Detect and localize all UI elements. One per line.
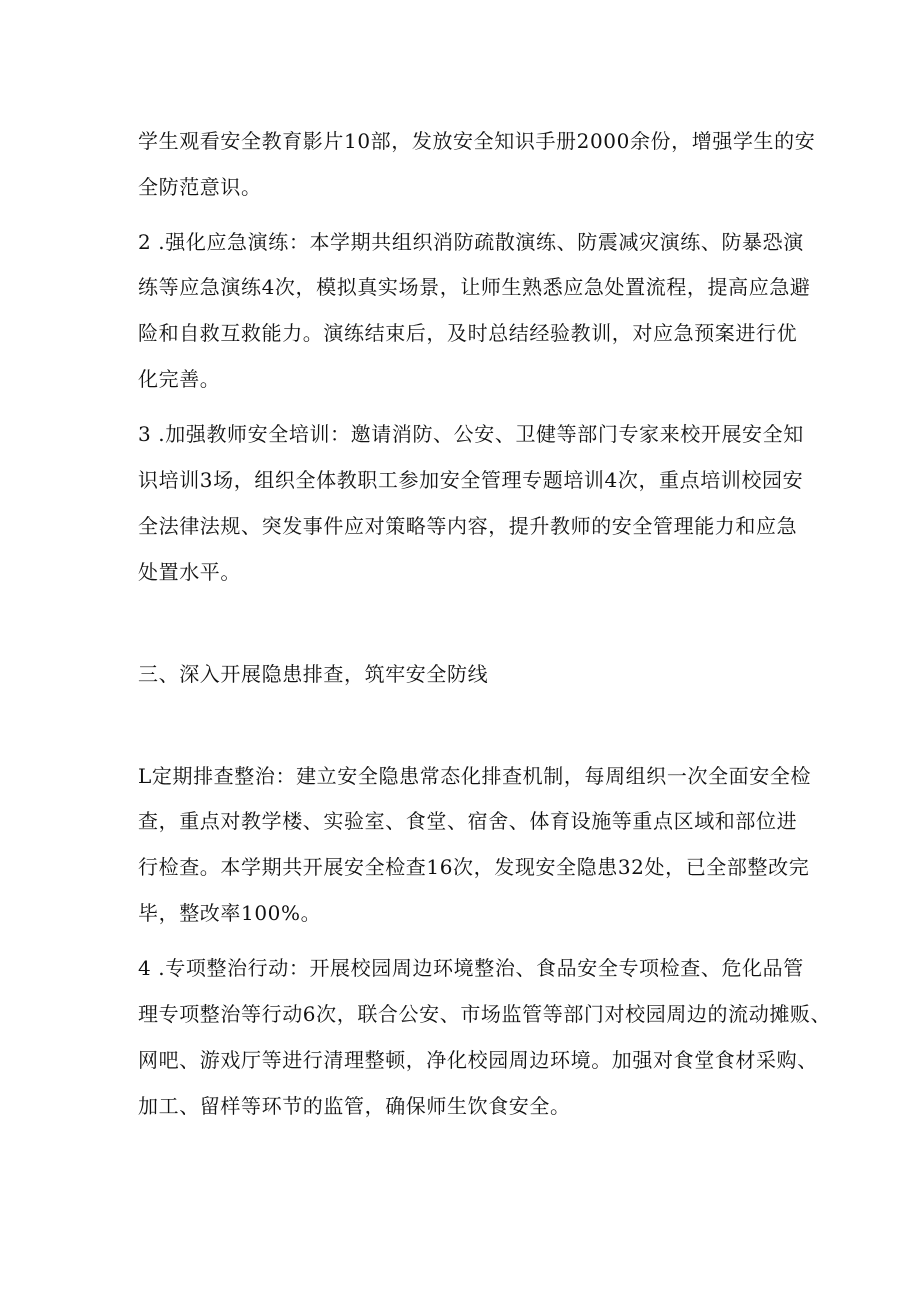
paragraph-line: 学生观看安全教育影片10部，发放安全知识手册2000余份，增强学生的安 (138, 129, 816, 153)
paragraph-line: 行检查。本学期共开展安全检查16次，发现安全隐患32处，已全部整改完 (138, 855, 810, 879)
paragraph-line: 险和自救互救能力。演练结束后，及时总结经验教训，对应急预案进行优 (138, 321, 798, 345)
section-heading: 三、深入开展隐患排查，筑牢安全防线 (138, 662, 489, 686)
numbered-item-4-line: 4 .专项整治行动：开展校园周边环境整治、食品安全专项检查、危化品管 (138, 956, 804, 980)
numbered-item-2-line: 2 .强化应急演练：本学期共组织消防疏散演练、防震减灾演练、防暴恐演 (138, 230, 804, 254)
paragraph-line: 处置水平。 (138, 560, 241, 584)
paragraph-line: 全防范意识。 (138, 175, 262, 199)
paragraph-line: 查，重点对教学楼、实验室、食堂、宿舍、体育设施等重点区域和部位进 (138, 809, 798, 833)
paragraph-line: 化完善。 (138, 367, 221, 391)
paragraph-line: 毕，整改率100%。 (138, 901, 322, 925)
numbered-item-1-line: L定期排查整治：建立安全隐患常态化排查机制，每周组织一次全面安全检 (138, 764, 812, 788)
paragraph-line: 全法律法规、突发事件应对策略等内容，提升教师的安全管理能力和应急 (138, 514, 798, 538)
paragraph-line: 网吧、游戏厅等进行清理整顿，净化校园周边环境。加强对食堂食材采购、 (138, 1048, 818, 1072)
paragraph-line: 理专项整治等行动6次，联合公安、市场监管等部门对校园周边的流动摊贩、 (138, 1002, 832, 1026)
paragraph-line: 加工、留样等环节的监管，确保师生饮食安全。 (138, 1094, 571, 1118)
paragraph-line: 练等应急演练4次，模拟真实场景，让师生熟悉应急处置流程，提高应急避 (138, 275, 811, 299)
numbered-item-3-line: 3 .加强教师安全培训：邀请消防、公安、卫健等部门专家来校开展安全知 (138, 422, 804, 446)
paragraph-line: 识培训3场，组织全体教职工参加安全管理专题培训4次，重点培训校园安 (138, 468, 804, 492)
